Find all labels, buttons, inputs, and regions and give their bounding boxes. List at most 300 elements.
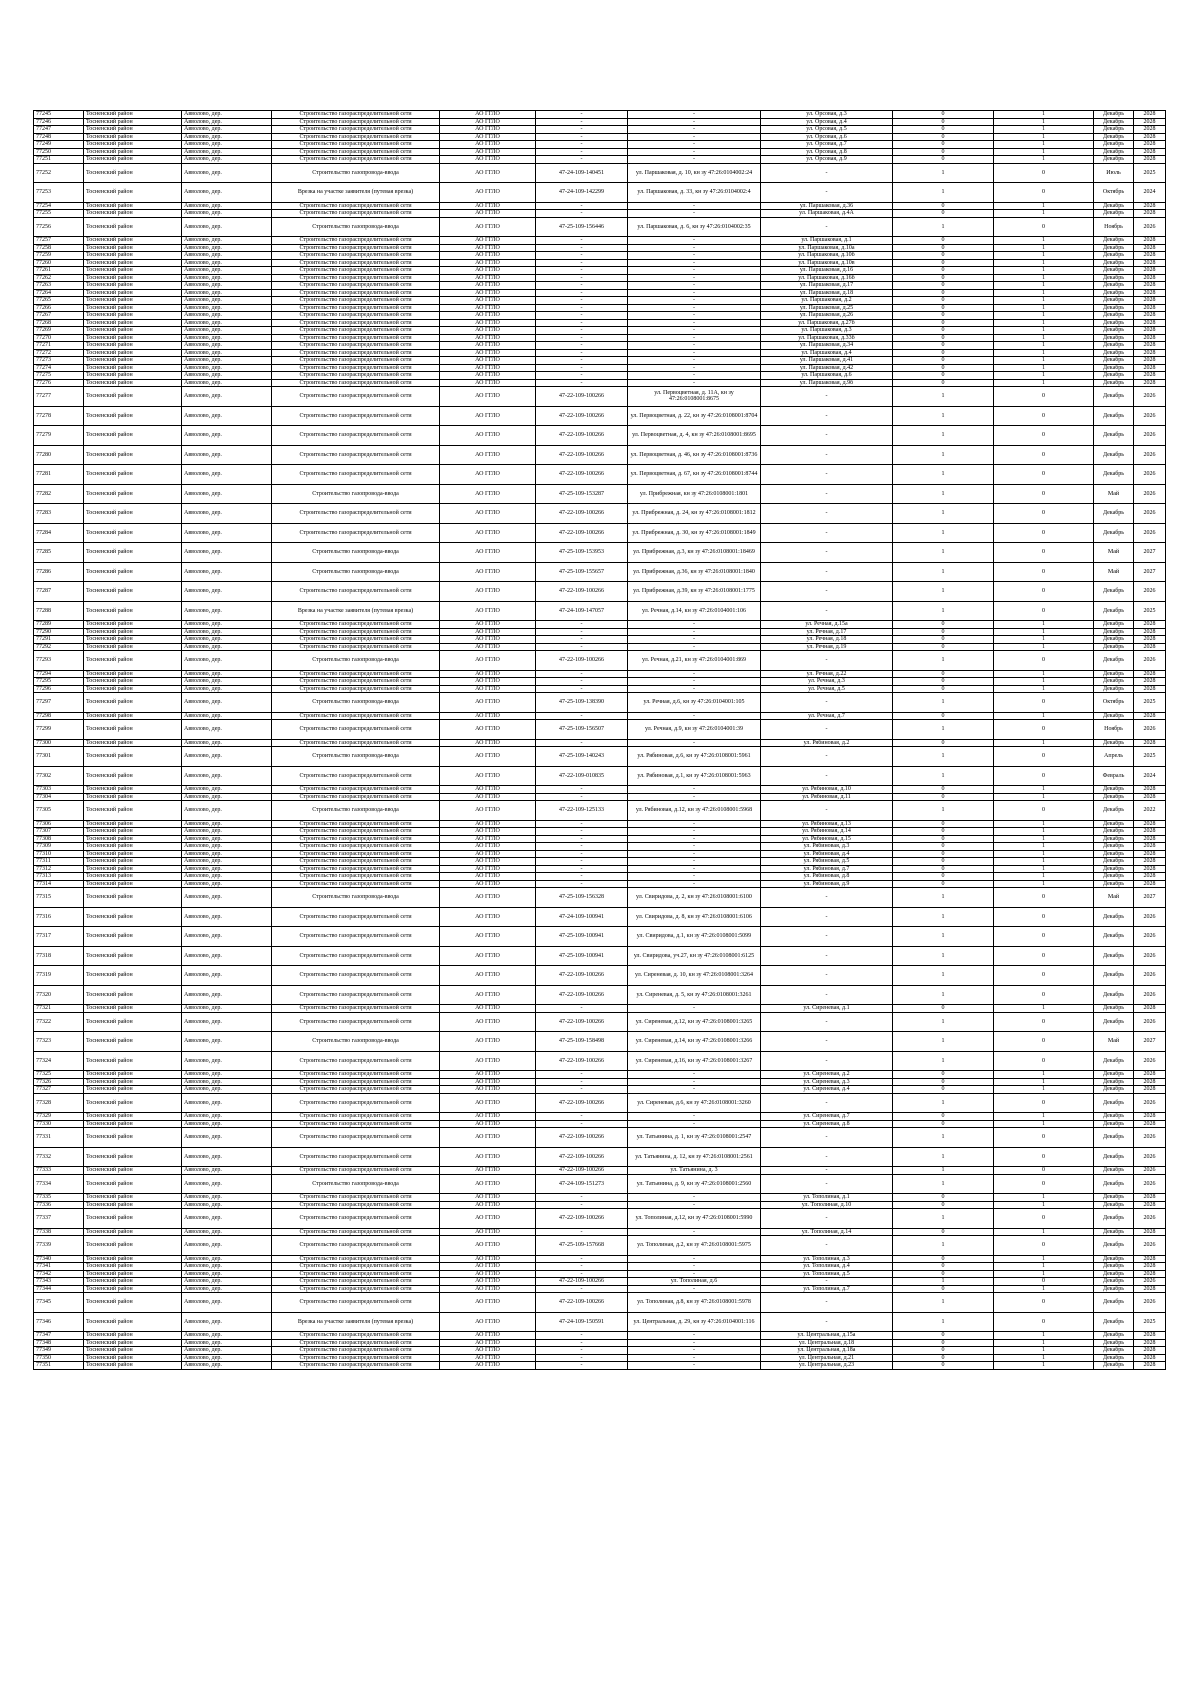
cell-year: 2028 [1134,643,1166,651]
cell-settlement: Авволово, дер. [182,282,272,290]
cell-network-address: ул. Речная, д.7 [761,712,893,720]
cell-count-a: 1 [893,601,994,621]
table-row [34,1270,1166,1278]
cell-network-address: ул. Центральная, д.15а [761,1332,893,1340]
cell-count-a: 0 [893,1332,994,1340]
cell-network-address: ул. Паршаковая, д.10б [761,252,893,260]
cell-year: 2026 [1134,387,1166,407]
cell-work-type: Строительство газораспределительной сети [272,946,440,966]
cell-district: Тосненский район [84,685,182,693]
cell-work-type: Строительство газораспределительной сети [272,1086,440,1094]
cell-object-address: - [628,126,761,134]
cell-object-address: ул. Первоцветная, д. 67, кн зу 47:26:0108001:8744 [628,465,761,485]
cell-application-number: - [536,1194,628,1202]
cell-count-a: 0 [893,202,994,210]
cell-district: Тосненский район [84,1120,182,1128]
cell-count-b: 1 [994,334,1094,342]
cell-organization: АО ГГЛО [440,1120,536,1128]
cell-application-number: - [536,1270,628,1278]
cell-month: Декабрь [1094,1167,1134,1175]
cell-organization: АО ГГЛО [440,1347,536,1355]
cell-object-address: ул. Первоцветная, д. 4, кн зу 47:26:0108001:8695 [628,426,761,446]
cell-organization: АО ГГЛО [440,259,536,267]
cell-number: 77301 [34,747,84,767]
cell-number: 77259 [34,252,84,260]
table-row [34,1086,1166,1094]
cell-work-type: Строительство газораспределительной сети [272,1078,440,1086]
cell-settlement: Авволово, дер. [182,636,272,644]
cell-number: 77285 [34,543,84,563]
cell-number: 77291 [34,636,84,644]
cell-object-address: - [628,156,761,164]
table-row [34,1032,1166,1052]
cell-network-address: - [761,747,893,767]
cell-organization: АО ГГЛО [440,244,536,252]
cell-network-address: ул. Сиреневая, д.4 [761,1086,893,1094]
cell-count-a: 0 [893,1354,994,1362]
cell-organization: АО ГГЛО [440,786,536,794]
cell-number: 77313 [34,873,84,881]
cell-month: Декабрь [1094,828,1134,836]
cell-organization: АО ГГЛО [440,820,536,828]
cell-network-address: ул. Рябиновая, д.8 [761,873,893,881]
cell-month: Декабрь [1094,118,1134,126]
cell-count-b: 0 [994,601,1094,621]
cell-work-type: Строительство газораспределительной сети [272,739,440,747]
cell-network-address: - [761,1167,893,1175]
cell-work-type: Строительство газораспределительной сети [272,1093,440,1113]
cell-work-type: Строительство газораспределительной сети [272,685,440,693]
cell-organization: АО ГГЛО [440,387,536,407]
cell-organization: АО ГГЛО [440,484,536,504]
cell-year: 2026 [1134,1128,1166,1148]
cell-district: Тосненский район [84,985,182,1005]
cell-count-a: 1 [893,465,994,485]
cell-network-address: - [761,801,893,821]
cell-network-address: ул. Паршаковая, д.26 [761,312,893,320]
cell-district: Тосненский район [84,372,182,380]
cell-year: 2028 [1134,1113,1166,1121]
cell-district: Тосненский район [84,1032,182,1052]
cell-network-address: ул. Рябиновая, д.7 [761,865,893,873]
table-row [34,1285,1166,1293]
cell-network-address: ул. Паршаковая, д.3 [761,327,893,335]
cell-organization: АО ГГЛО [440,1032,536,1052]
cell-work-type: Строительство газораспределительной сети [272,712,440,720]
cell-number: 77275 [34,372,84,380]
cell-settlement: Авволово, дер. [182,1167,272,1175]
table-row [34,1255,1166,1263]
cell-year: 2028 [1134,1270,1166,1278]
cell-year: 2028 [1134,312,1166,320]
cell-work-type: Строительство газораспределительной сети [272,126,440,134]
cell-settlement: Авволово, дер. [182,643,272,651]
cell-count-b: 0 [994,1312,1094,1332]
cell-settlement: Авволово, дер. [182,406,272,426]
table-row [34,1113,1166,1121]
cell-network-address: - [761,966,893,986]
cell-settlement: Авволово, дер. [182,873,272,881]
cell-month: Декабрь [1094,1263,1134,1271]
cell-application-number: 47-22-109-100266 [536,985,628,1005]
cell-district: Тосненский район [84,850,182,858]
cell-month: Декабрь [1094,1209,1134,1229]
cell-month: Декабрь [1094,319,1134,327]
cell-year: 2028 [1134,1285,1166,1293]
cell-year: 2028 [1134,202,1166,210]
cell-settlement: Авволово, дер. [182,1293,272,1313]
cell-district: Тосненский район [84,523,182,543]
cell-object-address: ул. Рябиновая, д.1, кн зу 47:26:0108001:5963 [628,766,761,786]
cell-object-address: ул. Татьянина, д. 9, кн зу 47:26:0108001:2560 [628,1174,761,1194]
cell-month: Декабрь [1094,312,1134,320]
cell-district: Тосненский район [84,1201,182,1209]
table-row [34,183,1166,203]
cell-year: 2028 [1134,670,1166,678]
cell-count-b: 1 [994,111,1094,119]
cell-application-number: - [536,372,628,380]
cell-network-address: ул. Паршаковая, д.4 [761,349,893,357]
cell-year: 2028 [1134,1339,1166,1347]
cell-work-type: Строительство газораспределительной сети [272,252,440,260]
cell-count-a: 0 [893,148,994,156]
table-row [34,1354,1166,1362]
cell-district: Тосненский район [84,793,182,801]
cell-year: 2028 [1134,786,1166,794]
cell-work-type: Строительство газораспределительной сети [272,1120,440,1128]
cell-month: Декабрь [1094,133,1134,141]
cell-object-address: - [628,289,761,297]
table-row [34,1278,1166,1286]
cell-month: Декабрь [1094,1354,1134,1362]
cell-count-a: 0 [893,678,994,686]
cell-organization: АО ГГЛО [440,445,536,465]
cell-month: Декабрь [1094,406,1134,426]
cell-district: Тосненский район [84,126,182,134]
cell-application-number: - [536,835,628,843]
cell-application-number: 47-22-109-100266 [536,387,628,407]
cell-application-number: 47-22-109-100266 [536,406,628,426]
cell-count-a: 1 [893,1032,994,1052]
cell-number: 77277 [34,387,84,407]
cell-year: 2028 [1134,237,1166,245]
cell-month: Декабрь [1094,907,1134,927]
cell-network-address: - [761,1236,893,1256]
table-row [34,1339,1166,1347]
cell-count-b: 1 [994,342,1094,350]
cell-settlement: Авволово, дер. [182,274,272,282]
cell-organization: АО ГГЛО [440,1093,536,1113]
cell-district: Тосненский район [84,426,182,446]
cell-organization: АО ГГЛО [440,523,536,543]
cell-count-a: 0 [893,873,994,881]
cell-month: Декабрь [1094,126,1134,134]
cell-object-address: ул. Рябиновая, д.12, кн зу 47:26:0108001:5968 [628,801,761,821]
table-row [34,628,1166,636]
cell-settlement: Авволово, дер. [182,835,272,843]
cell-count-a: 1 [893,1093,994,1113]
table-row [34,156,1166,164]
cell-count-a: 0 [893,636,994,644]
cell-count-b: 1 [994,1113,1094,1121]
table-row [34,274,1166,282]
cell-count-b: 0 [994,651,1094,671]
cell-count-b: 0 [994,1093,1094,1113]
cell-organization: АО ГГЛО [440,111,536,119]
cell-work-type: Строительство газораспределительной сети [272,858,440,866]
cell-organization: АО ГГЛО [440,946,536,966]
cell-settlement: Авволово, дер. [182,1332,272,1340]
table-row [34,406,1166,426]
cell-organization: АО ГГЛО [440,289,536,297]
cell-month: Декабрь [1094,1339,1134,1347]
cell-organization: АО ГГЛО [440,880,536,888]
cell-work-type: Строительство газораспределительной сети [272,202,440,210]
cell-month: Декабрь [1094,1201,1134,1209]
cell-year: 2028 [1134,835,1166,843]
cell-application-number: 47-22-109-100266 [536,966,628,986]
cell-number: 77253 [34,183,84,203]
cell-district: Тосненский район [84,133,182,141]
cell-settlement: Авволово, дер. [182,319,272,327]
cell-settlement: Авволово, дер. [182,327,272,335]
cell-count-b: 1 [994,835,1094,843]
cell-count-a: 1 [893,1174,994,1194]
cell-object-address: - [628,237,761,245]
cell-application-number: - [536,1285,628,1293]
cell-number: 77292 [34,643,84,651]
cell-count-a: 0 [893,1228,994,1236]
cell-settlement: Авволово, дер. [182,712,272,720]
cell-network-address: - [761,693,893,713]
cell-district: Тосненский район [84,1339,182,1347]
cell-organization: АО ГГЛО [440,693,536,713]
cell-work-type: Строительство газораспределительной сети [272,907,440,927]
cell-count-b: 0 [994,484,1094,504]
cell-count-a: 0 [893,1285,994,1293]
cell-settlement: Авволово, дер. [182,465,272,485]
cell-settlement: Авволово, дер. [182,793,272,801]
cell-year: 2027 [1134,562,1166,582]
cell-year: 2026 [1134,1209,1166,1229]
cell-network-address: ул. Сиреневая, д.7 [761,1113,893,1121]
cell-number: 77299 [34,720,84,740]
cell-year: 2026 [1134,504,1166,524]
cell-application-number: 47-22-109-100266 [536,465,628,485]
cell-count-b: 0 [994,445,1094,465]
cell-year: 2028 [1134,628,1166,636]
cell-application-number: - [536,111,628,119]
cell-work-type: Строительство газораспределительной сети [272,1071,440,1079]
cell-month: Декабрь [1094,1120,1134,1128]
cell-settlement: Авволово, дер. [182,786,272,794]
cell-count-a: 0 [893,1270,994,1278]
cell-settlement: Авволово, дер. [182,1147,272,1167]
cell-network-address: ул. Паршаковая, д.10в [761,259,893,267]
cell-number: 77335 [34,1194,84,1202]
cell-district: Тосненский район [84,865,182,873]
cell-settlement: Авволово, дер. [182,252,272,260]
cell-district: Тосненский район [84,907,182,927]
cell-number: 77252 [34,163,84,183]
cell-number: 77249 [34,141,84,149]
cell-count-b: 1 [994,1005,1094,1013]
cell-network-address: ул. Речная, д.19 [761,643,893,651]
cell-settlement: Авволово, дер. [182,1285,272,1293]
cell-network-address: - [761,720,893,740]
table-row [34,133,1166,141]
cell-count-a: 1 [893,387,994,407]
cell-district: Тосненский район [84,312,182,320]
cell-network-address: ул. Тополиная, д.10 [761,1201,893,1209]
cell-organization: АО ГГЛО [440,1270,536,1278]
cell-work-type: Строительство газораспределительной сети [272,364,440,372]
cell-count-a: 0 [893,685,994,693]
cell-year: 2028 [1134,712,1166,720]
table-row [34,357,1166,365]
cell-count-b: 1 [994,357,1094,365]
cell-application-number: - [536,865,628,873]
cell-object-address: - [628,835,761,843]
cell-settlement: Авволово, дер. [182,720,272,740]
cell-network-address: ул. Орсовая, д.8 [761,148,893,156]
cell-count-a: 1 [893,888,994,908]
cell-network-address: ул. Речная, д.5 [761,685,893,693]
cell-network-address: ул. Рябиновая, д.5 [761,858,893,866]
cell-count-b: 0 [994,946,1094,966]
cell-network-address: - [761,387,893,407]
cell-year: 2028 [1134,678,1166,686]
cell-settlement: Авволово, дер. [182,148,272,156]
cell-application-number: - [536,1332,628,1340]
cell-number: 77255 [34,210,84,218]
table-row [34,364,1166,372]
cell-month: Декабрь [1094,282,1134,290]
cell-network-address: ул. Центральная, д.18а [761,1347,893,1355]
cell-count-b: 0 [994,217,1094,237]
cell-work-type: Строительство газопровода-ввода [272,562,440,582]
cell-month: Декабрь [1094,274,1134,282]
cell-network-address: - [761,504,893,524]
cell-number: 77297 [34,693,84,713]
cell-settlement: Авволово, дер. [182,304,272,312]
cell-object-address: - [628,141,761,149]
cell-count-b: 1 [994,636,1094,644]
cell-month: Декабрь [1094,1093,1134,1113]
cell-count-a: 0 [893,210,994,218]
cell-year: 2027 [1134,888,1166,908]
table-row [34,379,1166,387]
cell-year: 2027 [1134,1032,1166,1052]
cell-organization: АО ГГЛО [440,349,536,357]
cell-work-type: Строительство газораспределительной сети [272,141,440,149]
cell-count-a: 0 [893,1201,994,1209]
cell-month: Декабрь [1094,1128,1134,1148]
cell-object-address: - [628,1194,761,1202]
cell-number: 77342 [34,1270,84,1278]
cell-object-address: - [628,670,761,678]
cell-year: 2028 [1134,133,1166,141]
cell-object-address: - [628,1285,761,1293]
cell-month: Декабрь [1094,304,1134,312]
cell-object-address: - [628,621,761,629]
cell-month: Декабрь [1094,927,1134,947]
cell-application-number: - [536,126,628,134]
cell-number: 77270 [34,334,84,342]
cell-object-address: - [628,327,761,335]
cell-number: 77333 [34,1167,84,1175]
cell-object-address: ул. Прибрежная, кн зу 47:26:0108001:1801 [628,484,761,504]
table-row [34,643,1166,651]
cell-organization: АО ГГЛО [440,1255,536,1263]
cell-settlement: Авволово, дер. [182,865,272,873]
table-row [34,1167,1166,1175]
cell-network-address: ул. Тополиная, д.5 [761,1270,893,1278]
cell-month: Декабрь [1094,297,1134,305]
cell-count-b: 0 [994,1012,1094,1032]
cell-count-b: 1 [994,628,1094,636]
cell-count-a: 1 [893,766,994,786]
cell-object-address: - [628,1078,761,1086]
cell-month: Ноябрь [1094,720,1134,740]
cell-count-a: 0 [893,244,994,252]
cell-count-b: 1 [994,133,1094,141]
table-body [34,111,1166,1370]
cell-year: 2024 [1134,183,1166,203]
cell-organization: АО ГГЛО [440,766,536,786]
cell-number: 77289 [34,621,84,629]
cell-district: Тосненский район [84,601,182,621]
cell-application-number: 47-24-109-140451 [536,163,628,183]
cell-district: Тосненский район [84,297,182,305]
cell-year: 2028 [1134,357,1166,365]
cell-count-b: 1 [994,289,1094,297]
cell-work-type: Строительство газораспределительной сети [272,1012,440,1032]
cell-work-type: Строительство газораспределительной сети [272,1278,440,1286]
cell-object-address: - [628,685,761,693]
cell-work-type: Строительство газораспределительной сети [272,148,440,156]
cell-year: 2028 [1134,267,1166,275]
table-row [34,252,1166,260]
cell-settlement: Авволово, дер. [182,985,272,1005]
cell-district: Тосненский район [84,289,182,297]
cell-count-a: 0 [893,1339,994,1347]
cell-month: Октябрь [1094,693,1134,713]
cell-number: 77304 [34,793,84,801]
cell-application-number: - [536,850,628,858]
cell-year: 2028 [1134,1086,1166,1094]
cell-application-number: 47-22-109-100266 [536,582,628,602]
cell-month: Декабрь [1094,210,1134,218]
cell-network-address: - [761,183,893,203]
cell-year: 2028 [1134,342,1166,350]
table-row [34,820,1166,828]
cell-month: Май [1094,562,1134,582]
cell-settlement: Авволово, дер. [182,259,272,267]
cell-month: Декабрь [1094,327,1134,335]
cell-year: 2028 [1134,850,1166,858]
cell-settlement: Авволово, дер. [182,628,272,636]
cell-number: 77311 [34,858,84,866]
cell-number: 77309 [34,843,84,851]
cell-work-type: Строительство газораспределительной сети [272,643,440,651]
cell-object-address: ул. Первоцветная, д. 22, кн зу 47:26:0108001:8704 [628,406,761,426]
cell-district: Тосненский район [84,1285,182,1293]
cell-object-address: - [628,880,761,888]
cell-object-address: ул. Сиреневая, д.6, кн зу 47:26:0108001:3260 [628,1093,761,1113]
cell-work-type: Строительство газораспределительной сети [272,282,440,290]
cell-object-address: - [628,1354,761,1362]
